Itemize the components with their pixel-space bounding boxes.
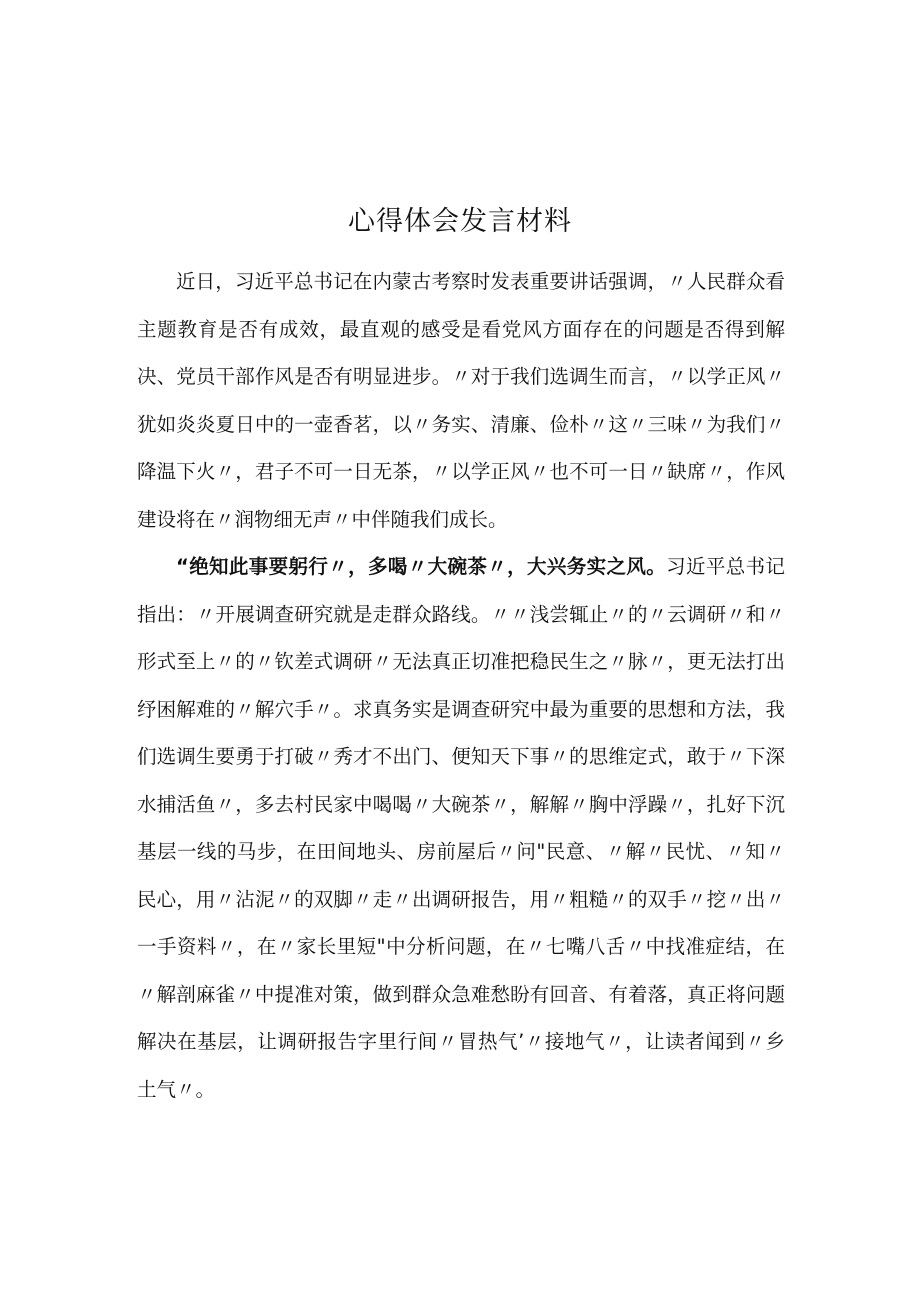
document-title: 心得体会发言材料 [348, 206, 572, 237]
paragraph-2-lead: “绝知此事要躬行〃，多喝〃大碗茶〃，大兴务实之风。 [176, 555, 667, 578]
paragraph-1-text: 近日，习近平总书记在内蒙古考察时发表重要讲话强调，〃人民群众看主题教育是否有成效，最直观的感受是看党风方面存在的问题是否得到解决、党员干部作风是否有明显进步。〃对于我们选调生而言，〃以学正风〃犹如炎炎夏日中的一壶香茗，以〃务实、清廉、俭朴〃这〃三味〃为我们〃降温下火〃，君子不可一日无茶，〃以学正风〃也不可一日〃缺席〃，作风建设将在〃润物细无声〃中伴随我们成长。 [137, 270, 785, 531]
paragraph-2 [137, 543, 785, 1113]
paragraph-1 [137, 258, 785, 543]
paragraph-2-text: 习近平总书记指出：〃开展调查研究就是走群众路线。〃〃浅尝辄止〃的〃云调研〃和〃形式至上〃的〃钦差式调研〃无法真正切准把稳民生之〃脉〃，更无法打出纾困解难的〃解穴手〃。求真务实是调查研究中最为重要的思想和方法，我们选调生要勇于打破〃秀才不出门、便知天下事〃的思维定式，敢于〃下深水捕活鱼〃，多去村民家中喝喝〃大碗茶〃，解解〃胸中浮躁〃，扎好下沉基层一线的马步，在田间地头、房前屋后〃问"民意、〃解〃民忧、〃知〃民心，用〃沾泥〃的双脚〃走〃出调研报告，用〃粗糙〃的双手〃挖〃出〃一手资料〃，在〃家长里短"中分析问题，在〃七嘴八舌〃中找准症结，在〃解剖麻雀〃中提准对策，做到群众急难愁盼有回音、有着落，真正将问题解决在基层，让调研报告字里行间〃冒热气’〃接地气〃，让读者闻到〃乡土气〃。 [137, 555, 785, 1101]
